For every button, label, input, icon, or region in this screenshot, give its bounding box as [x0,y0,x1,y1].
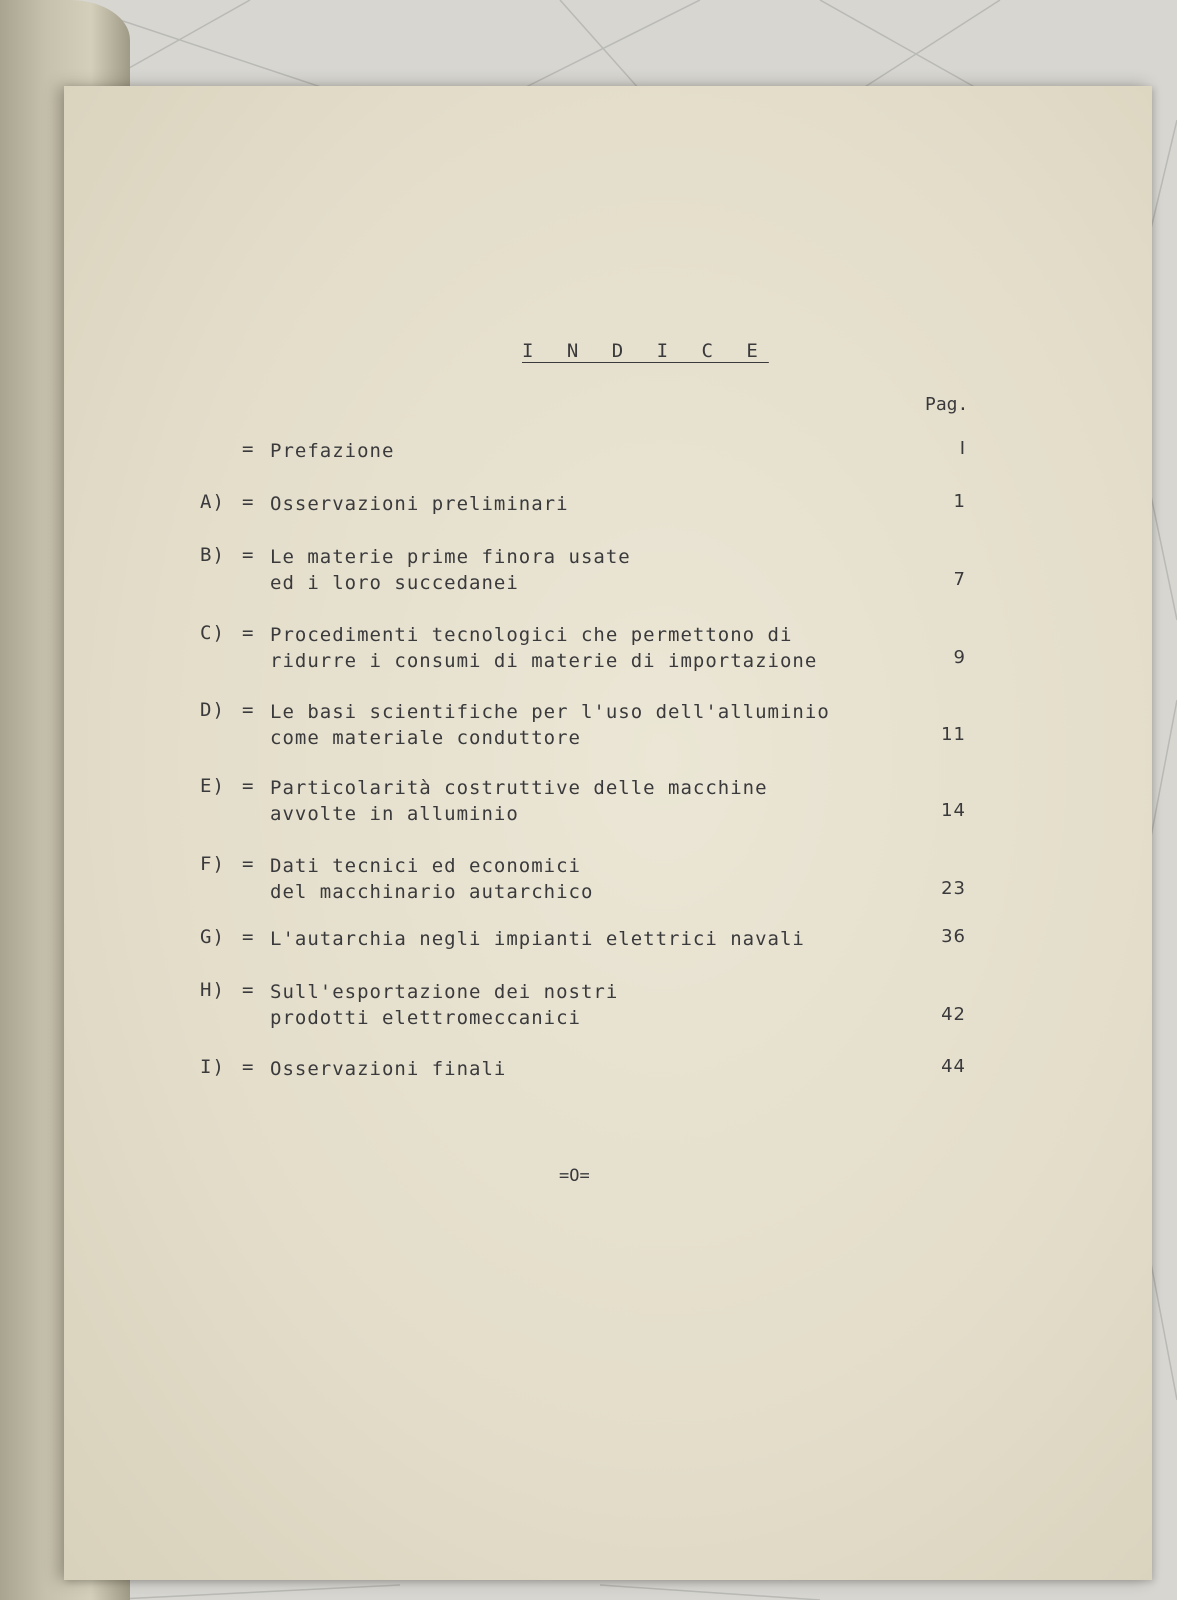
entry-page-number: 42 [941,1004,966,1025]
entry-letter: D) [200,699,225,721]
document-page [64,86,1152,1580]
entry-separator: = [242,491,255,513]
entry-title-line: avvolte in alluminio [270,803,519,825]
entry-letter: F) [200,853,225,875]
entry-title-line: Prefazione [270,440,395,462]
entry-title-line: Osservazioni preliminari [270,493,569,515]
entry-title [270,438,394,464]
entry-title [270,1056,506,1082]
end-mark: =O= [559,1166,590,1186]
entry-title [270,775,768,827]
entry-letter: H) [200,979,225,1001]
entry-title [270,926,805,952]
entry-separator: = [242,853,255,875]
entry-page-number: 7 [953,569,966,590]
entry-separator: = [242,926,255,948]
entry-separator: = [242,438,255,460]
entry-letter: E) [200,775,225,797]
entry-page-number: 44 [941,1056,966,1077]
entry-title [270,699,830,751]
entry-separator: = [242,622,255,644]
entry-page-number: 36 [941,926,966,947]
entry-title-line: prodotti elettromeccanici [270,1007,581,1029]
index-title: I N D I C E [522,340,769,362]
entry-title-line: Particolarità costruttive delle macchine [270,777,768,799]
entry-title-line: ridurre i consumi di materie di importazione [270,650,818,672]
entry-page-number: 1 [953,491,966,512]
entry-title-line: Osservazioni finali [270,1058,507,1080]
entry-title [270,979,618,1031]
entry-title-line: Le materie prime finora usate [270,546,631,568]
entry-separator: = [242,775,255,797]
entry-letter: G) [200,926,225,948]
entry-separator: = [242,1056,255,1078]
entry-title [270,622,817,674]
page-column-header: Pag. [925,394,969,415]
entry-title-line: Procedimenti tecnologici che permettono di [270,624,793,646]
entry-separator: = [242,699,255,721]
entry-separator: = [242,979,255,1001]
entry-letter: A) [200,491,225,513]
entry-page-number: 9 [953,647,966,668]
entry-title-line: come materiale conduttore [270,727,581,749]
entry-title-line: Dati tecnici ed economici [270,855,581,877]
entry-title-line: del macchinario autarchico [270,881,594,903]
entry-separator: = [242,544,255,566]
entry-page-number: 14 [941,800,966,821]
entry-title-line: ed i loro succedanei [270,572,519,594]
entry-page-number: 11 [941,724,966,745]
entry-title-line: Le basi scientifiche per l'uso dell'alluminio [270,701,830,723]
entry-title [270,491,569,517]
entry-letter: I) [200,1056,225,1078]
entry-title-line: Sull'esportazione dei nostri [270,981,619,1003]
entry-title [270,853,593,905]
entry-letter: B) [200,544,225,566]
entry-page-number: 23 [941,878,966,899]
entry-title [270,544,631,596]
entry-page-number: I [959,438,966,459]
entry-letter: C) [200,622,225,644]
entry-title-line: L'autarchia negli impianti elettrici navali [270,928,805,950]
